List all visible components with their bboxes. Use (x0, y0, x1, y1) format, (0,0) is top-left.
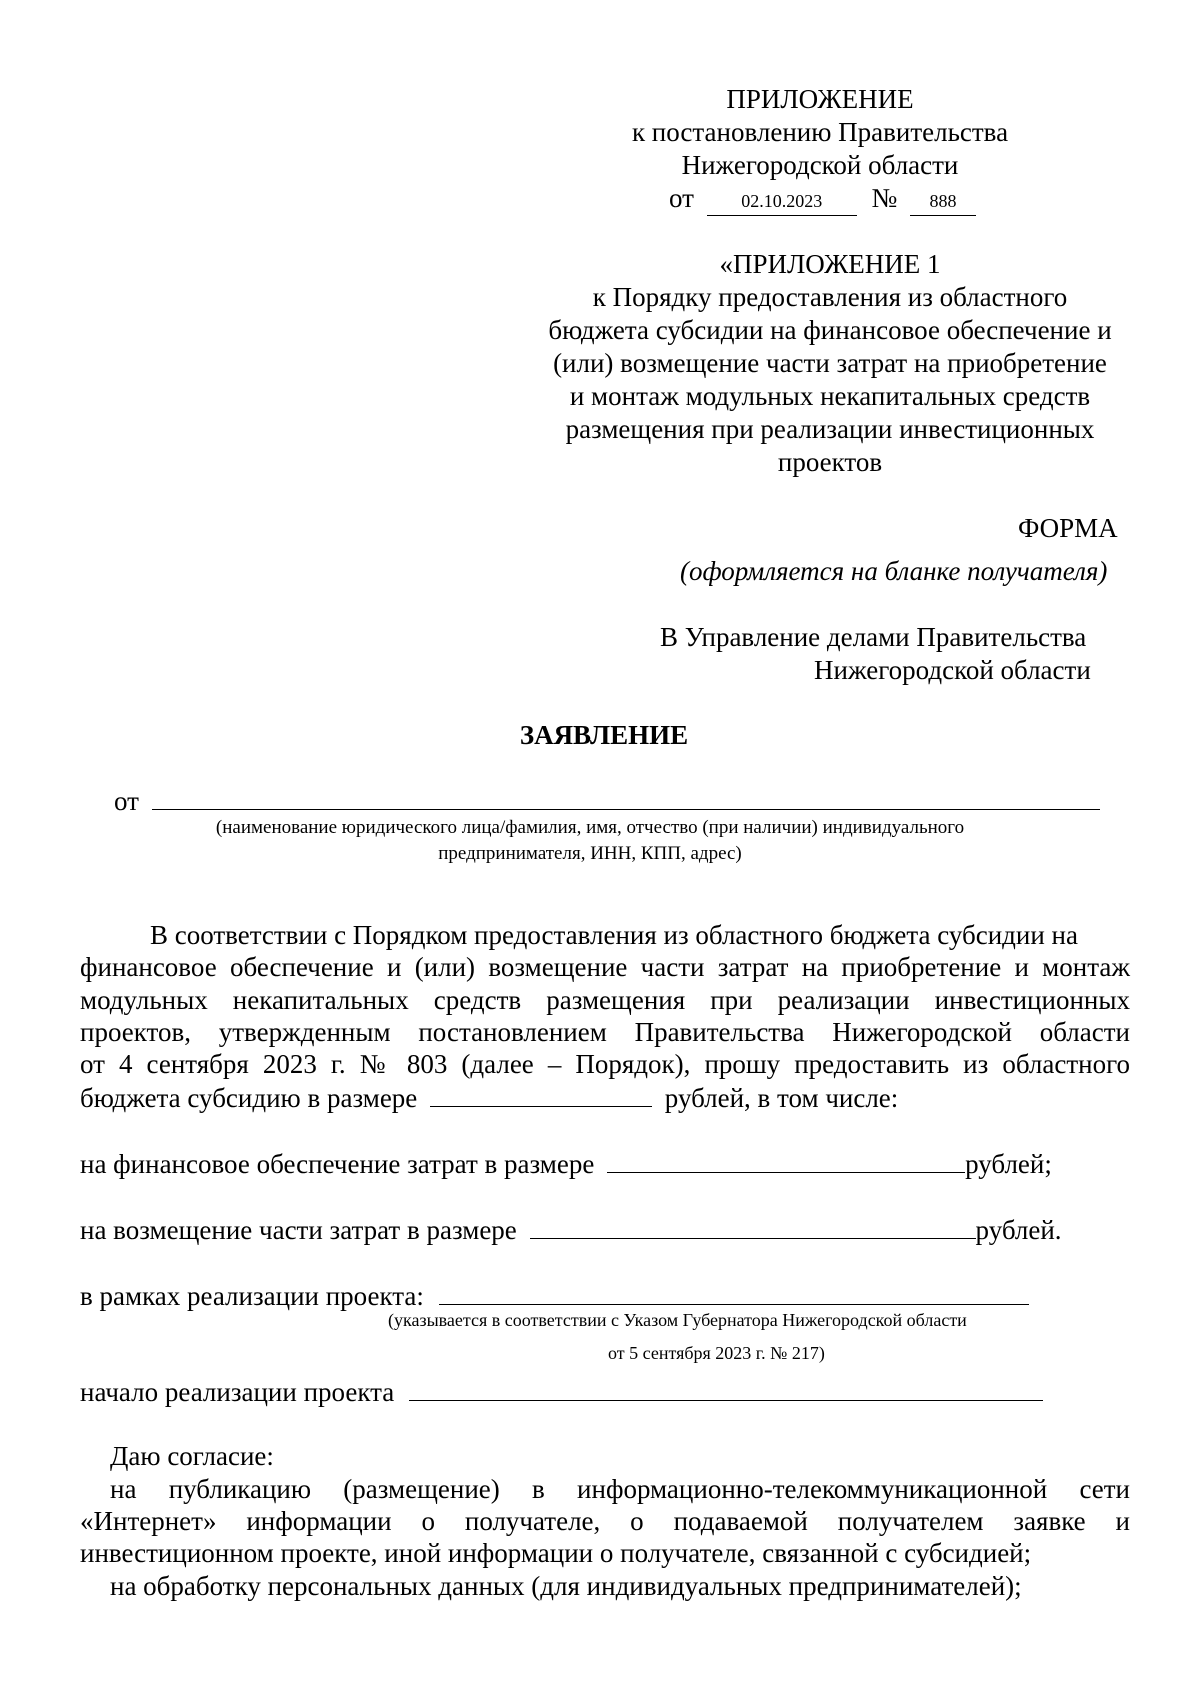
project-caption-line-2: от 5 сентября 2023 г. № 217) (608, 1343, 825, 1363)
reimbursement-suffix: рублей. (975, 1215, 1062, 1245)
appendix-title: ПРИЛОЖЕНИЕ (726, 84, 914, 114)
financing-blank (607, 1147, 965, 1173)
from-row (114, 784, 1100, 817)
project-prefix: в рамках реализации проекта: (80, 1281, 424, 1311)
appendix1-line: бюджета субсидии на финансовое обеспечение и (548, 315, 1112, 345)
appendix-line-2: к постановлению Правительства (631, 117, 1009, 147)
consent-line: инвестиционном проекте, иной информации о получателе, связанной с субсидией; (80, 1538, 1032, 1568)
appendix-heading (600, 84, 1040, 115)
start-blank (409, 1375, 1043, 1401)
appendix1-line: к Порядку предоставления из областного (592, 282, 1068, 312)
project-row (80, 1279, 1029, 1312)
subsidy-amount-blank (430, 1081, 652, 1107)
para1-line: проектов, утвержденным постановлением Правительства Нижегородской области (80, 1017, 1130, 1047)
consent-line: на обработку персональных данных (для индивидуальных предпринимателей); (110, 1571, 1022, 1601)
consent-line: «Интернет» информации о получателе, о подаваемой получателем заявке и (80, 1506, 1130, 1536)
appendix1-line: проектов (777, 447, 883, 477)
consent-heading: Даю согласие: (110, 1441, 274, 1471)
financing-suffix: рублей; (965, 1149, 1052, 1179)
from-blank (152, 784, 1100, 810)
consent-line: на публикацию (размещение) в информационно-телекоммуникационной сети (110, 1474, 1130, 1504)
reimbursement-blank (530, 1213, 976, 1239)
subsidy-amount-row (80, 1081, 898, 1114)
appendix1-line: и монтаж модульных некапитальных средств (569, 381, 1091, 411)
start-row (80, 1375, 1043, 1408)
appendix1-line: размещения при реализации инвестиционных (565, 414, 1095, 444)
from-caption-line-2: предпринимателя, ИНН, КПП, адрес) (438, 843, 742, 864)
para1-line: модульных некапитальных средств размещения при реализации инвестиционных (80, 985, 1130, 1015)
project-caption-line-1: (указывается в соответствии с Указом Губернатора Нижегородской области (388, 1310, 967, 1330)
para1-text: В соответствии с Порядком предоставления из областного бюджета субсидии на (150, 920, 1078, 950)
number-sign: № (871, 183, 898, 213)
form-label: ФОРМА (1018, 513, 1118, 543)
financing-prefix: на финансовое обеспечение затрат в размере (80, 1149, 595, 1179)
addressee-line-1: В Управление делами Правительства (660, 622, 1087, 652)
financing-row (80, 1147, 1052, 1180)
para1-line: от 4 сентября 2023 г. № 803 (далее – Порядок), прошу предоставить из областного (80, 1049, 1130, 1079)
addressee-line-2: Нижегородской области (814, 655, 1091, 685)
from-caption-line-1: (наименование юридического лица/фамилия, имя, отчество (при наличии) индивидуального (215, 817, 965, 838)
reimbursement-prefix: на возмещение части затрат в размере (80, 1215, 517, 1245)
appendix1-title: «ПРИЛОЖЕНИЕ 1 (719, 249, 941, 279)
number-field: 888 (910, 188, 976, 216)
date-field: 02.10.2023 (707, 188, 857, 216)
appendix-line-3: Нижегородской области (681, 150, 959, 180)
reimbursement-row (80, 1213, 1062, 1246)
document-title: ЗАЯВЛЕНИЕ (519, 720, 689, 750)
date-prefix: от (669, 183, 694, 213)
para1-line (150, 920, 1130, 951)
subsidy-suffix: рублей, в том числе: (664, 1083, 899, 1113)
date-number-row (669, 183, 976, 216)
subsidy-prefix: бюджета субсидию в размере (80, 1083, 418, 1113)
start-prefix: начало реализации проекта (80, 1377, 395, 1407)
project-blank (439, 1279, 1029, 1305)
para1-line: финансовое обеспечение и (или) возмещение части затрат на приобретение и монтаж (80, 952, 1130, 982)
form-note: (оформляется на бланке получателя) (680, 556, 1108, 586)
appendix1-line: (или) возмещение части затрат на приобретение (553, 348, 1107, 378)
from-prefix: от (114, 786, 139, 816)
